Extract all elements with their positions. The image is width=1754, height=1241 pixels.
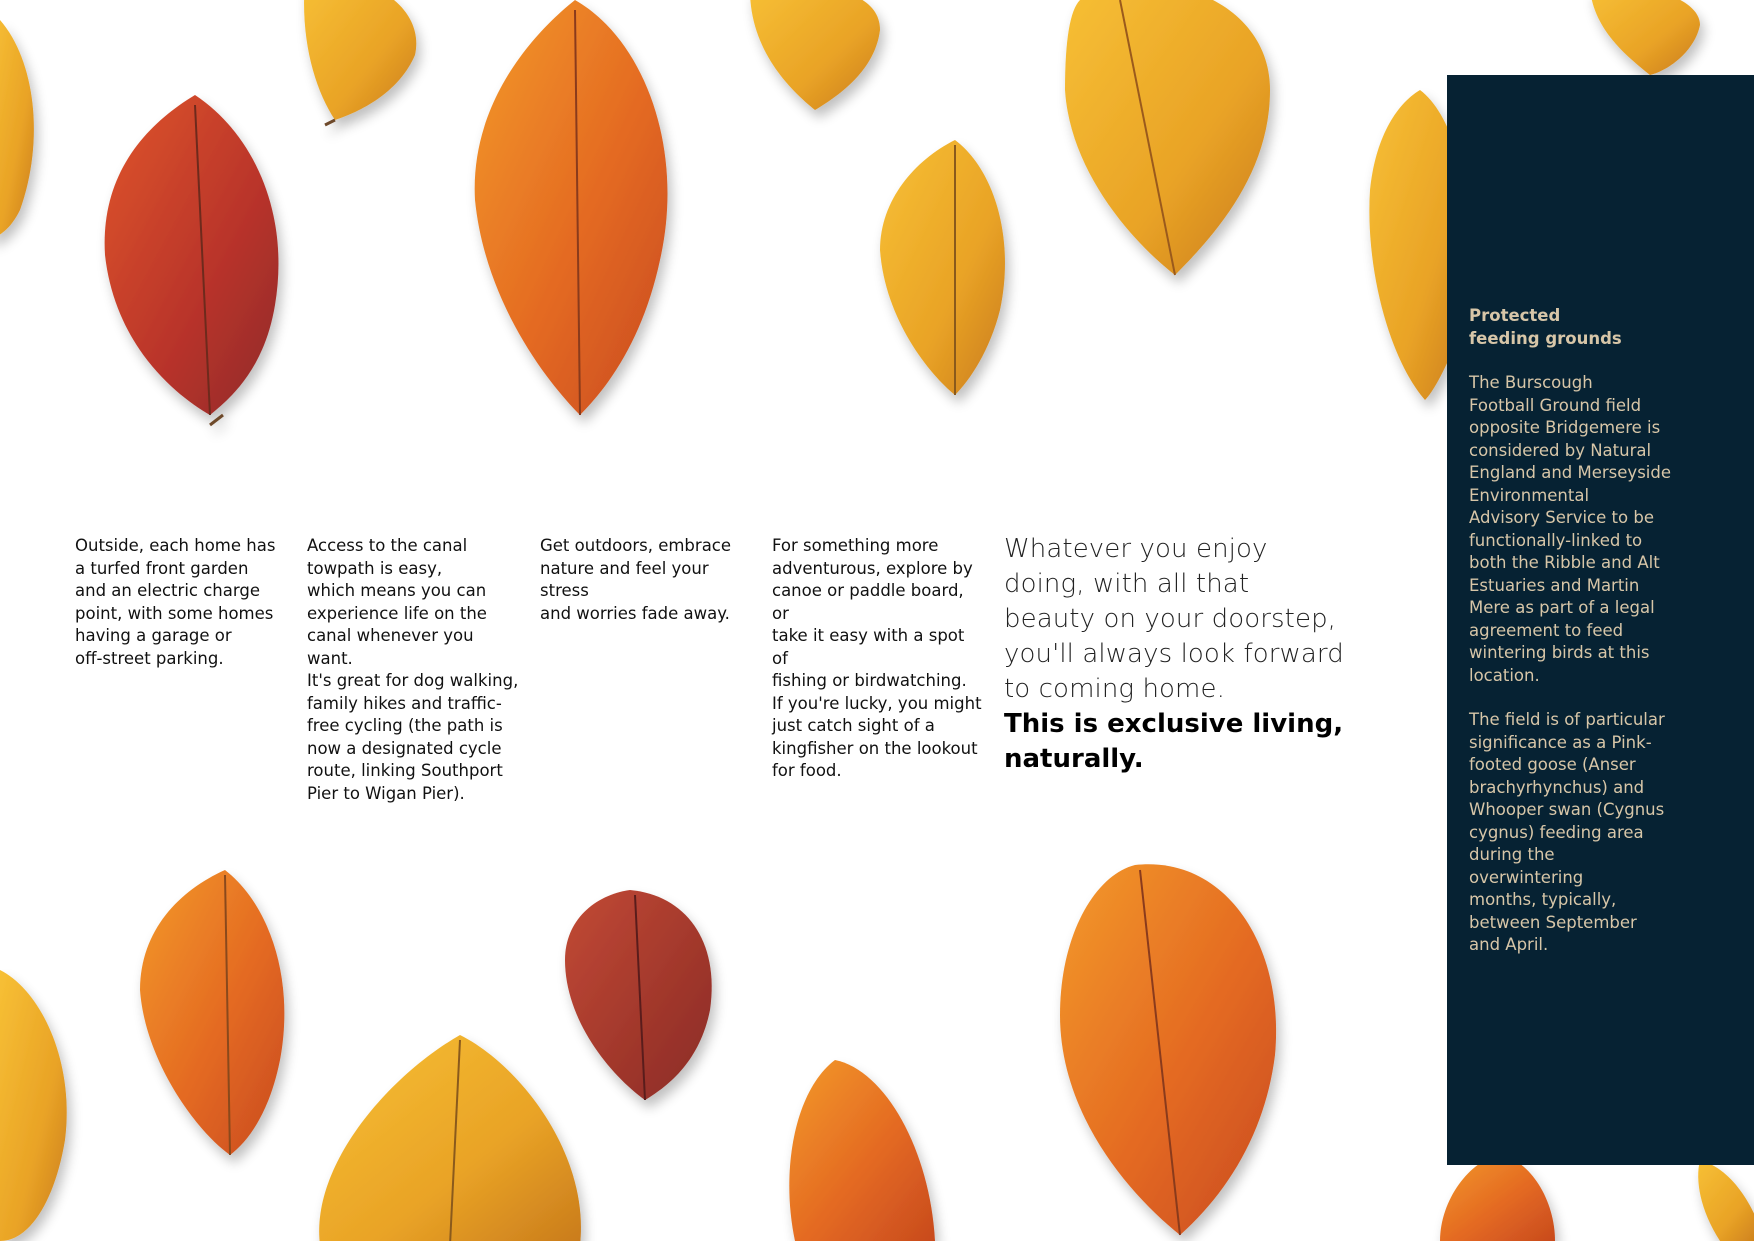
column-text: For something more adventurous, explore by canoe or paddle board, or take it easy with a spot of fishing or birdwatching. If you're lucky, you might just catch sight of a kingfisher on the lookout for food. [772, 536, 982, 780]
leaf-shape [1440, 1155, 1555, 1241]
feature-emphasis: This is exclusive living, naturally. [1004, 709, 1344, 774]
info-panel [1447, 75, 1754, 1165]
leaf-shape [789, 1060, 935, 1241]
leaf-shape [0, 970, 67, 1241]
column-canal [307, 535, 519, 805]
feature-statement [1004, 532, 1344, 777]
info-panel-content [1469, 305, 1674, 979]
leaf-shape [0, 20, 34, 240]
column-text: Access to the canal towpath is easy, which means you can experience life on the canal whenever you want. It's great for dog walking, family hikes and traffic- free cycling (the path is now a designated cycle route, linking Southport Pier to Wigan Pier). [307, 536, 519, 803]
feature-lead: Whatever you enjoy doing, with all that beauty on your doorstep, you'll always look forward to coming home. [1004, 534, 1344, 704]
leaf-shape [1590, 0, 1700, 75]
leaf-shape [475, 0, 668, 415]
panel-paragraph: The Burscough Football Ground field opposite Bridgemere is considered by Natural England and Merseyside Environmental Advisory Service to be functionally-linked to both the Ribble and Alt Estuaries and Martin Mere as part of a legal agreement to feed wintering birds at this location. [1469, 373, 1672, 685]
column-text: Outside, each home has a turfed front garden and an electric charge point, with some homes having a garage or off-street parking. [75, 536, 276, 668]
leaf-shape [1698, 1160, 1754, 1241]
column-text: Get outdoors, embrace nature and feel your stress and worries fade away. [540, 536, 732, 623]
column-garden [75, 535, 287, 670]
leaf-shape [565, 890, 712, 1100]
leaf-shape [1060, 864, 1276, 1235]
leaf-shape [750, 0, 880, 110]
column-outdoors [540, 535, 752, 625]
panel-paragraph: The field is of particular significance as a Pink- footed goose (Anser brachyrhynchus) and Whooper swan (Cygnus cygnus) feeding area during the overwintering months, typically, between September and April. [1469, 710, 1665, 954]
column-adventure [772, 535, 984, 783]
leaf-shape [880, 140, 1005, 395]
leaf-shape [105, 95, 279, 415]
leaf-shape [319, 1035, 581, 1241]
panel-heading: Protected feeding grounds [1469, 306, 1622, 348]
leaf-shape [140, 870, 284, 1155]
leaf-shape [304, 0, 416, 120]
